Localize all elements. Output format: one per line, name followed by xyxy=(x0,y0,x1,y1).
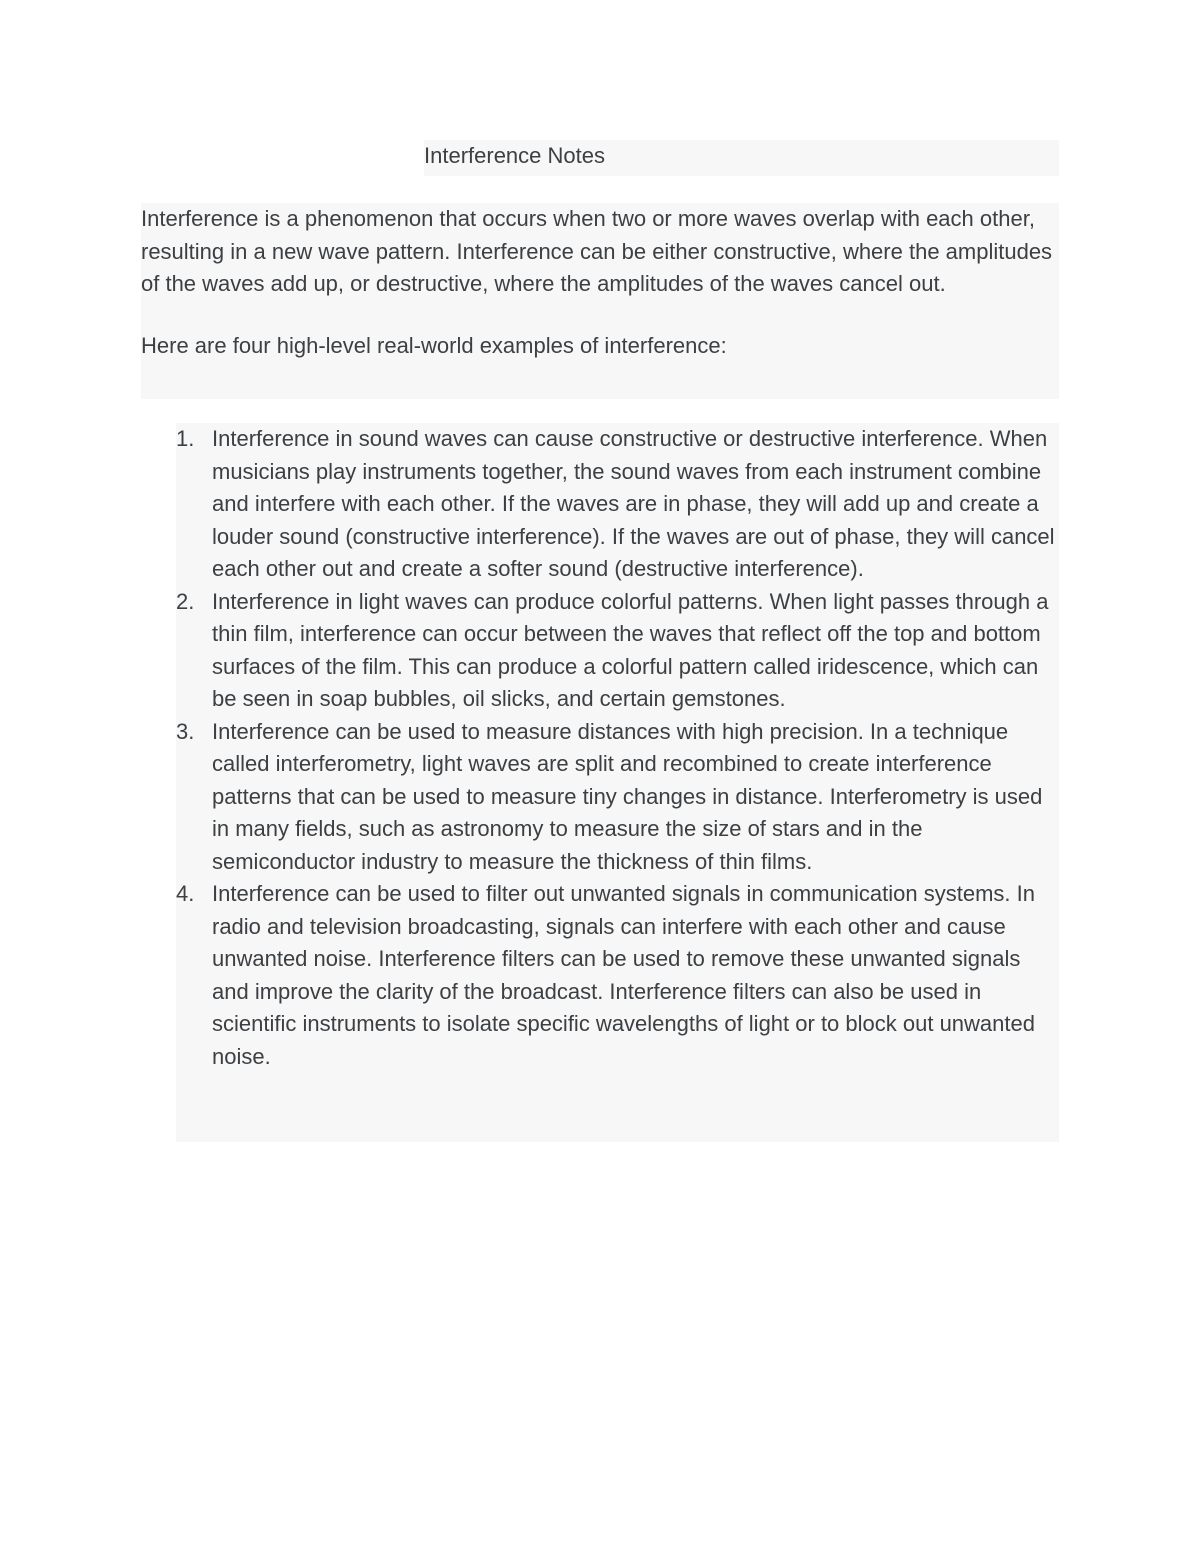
list-item xyxy=(176,586,1059,716)
document-title-block xyxy=(424,140,1059,176)
list-item-number: 3. xyxy=(176,718,195,744)
examples-list xyxy=(176,423,1059,1073)
list-item-number: 2. xyxy=(176,588,195,614)
document-title: Interference Notes xyxy=(424,143,605,168)
list-item-text: Interference can be used to measure distances with high precision. In a technique called interferometry, light waves are split and recombined to create interference patterns that can be used to measure tiny changes in distance. Interferometry is used in many fields, such as astronomy to measure the size of stars and in the semiconductor industry to measure the thickness of thin films. xyxy=(212,718,1043,874)
list-item-text: Interference can be used to filter out unwanted signals in communication systems. In radio and television broadcasting, signals can interfere with each other and cause unwanted noise. Interference filters can be used to remove these unwanted signals and improve the clarity of the broadcast. Interference filters can also be used in scientific instruments to isolate specific wavelengths of light or to block out unwanted noise. xyxy=(212,881,1035,1069)
list-item xyxy=(176,878,1059,1073)
list-item-text: Interference in sound waves can cause constructive or destructive interference. When musicians play instruments together, the sound waves from each instrument combine and interfere with each other. If the waves are in phase, they will add up and create a louder sound (constructive interference). If the waves are out of phase, they will cancel each other out and create a softer sound (destructive interference). xyxy=(212,426,1055,581)
intro-paragraph: Interference is a phenomenon that occurs when two or more waves overlap with each other, resulting in a new wave pattern. Interference can be either constructive, where the amplitudes of the waves add up, or destructive, where the amplitudes of the waves cancel out. xyxy=(141,206,1053,296)
list-item-text: Interference in light waves can produce colorful patterns. When light passes through a thin film, interference can occur between the waves that reflect off the top and bottom surfaces of the film. This can produce a colorful pattern called iridescence, which can be seen in soap bubbles, oil slicks, and certain gemstones. xyxy=(212,588,1049,711)
list-item xyxy=(176,716,1059,879)
list-item-number: 4. xyxy=(176,881,195,906)
list-item-number: 1. xyxy=(176,426,195,451)
examples-lead: Here are four high-level real-world examples of interference: xyxy=(141,332,727,358)
list-item xyxy=(176,423,1059,586)
intro-section xyxy=(141,203,1059,399)
examples-section xyxy=(176,423,1059,1142)
